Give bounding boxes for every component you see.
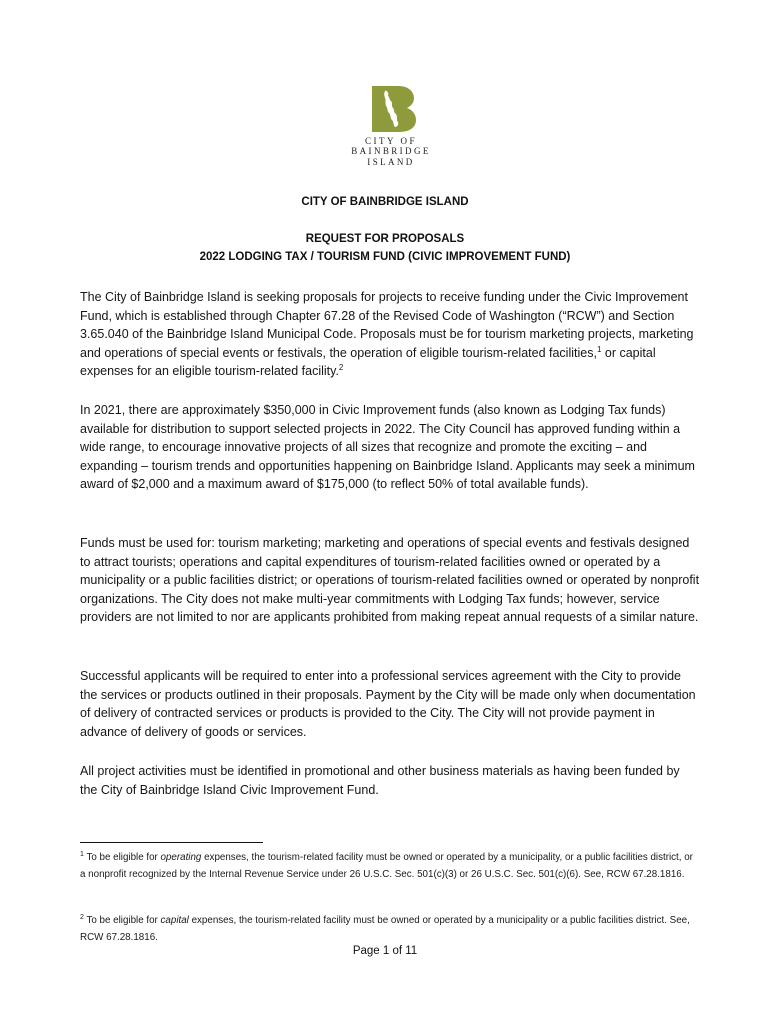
paragraph-fund-uses: Funds must be used for: tourism marketing; marketing and operations of special events and festivals designed to attract tourists; operations and capital expenditures of tourism-related facilities owned or operated by a municipality or a public facilities district; or operations of tourism-related facilities owned or operated by nonprofit organizations. The City does not make multi-year commitments with Lodging Tax funds; however, service providers are not limited to nor are applicants prohibited from making repeat annual requests of a similar nature.	[80, 536, 700, 625]
footnote-1-text-cont: expenses, the tourism-related facility must be owned or operated by a municipality, or a public facilities district, or a nonprofit recognized by the Internal Revenue Service under 26 U.S.C. Sec. 501(c)(3) or 26 U.S.C. Sec. 501(c)(6). See, RCW 67.28.1816.	[80, 852, 693, 880]
footnote-2-emphasis: capital	[160, 915, 189, 926]
city-logo	[330, 84, 452, 167]
footnote-1-number: 1	[80, 851, 84, 858]
page-number: Page 1 of 11	[352, 945, 418, 957]
footnote-2-number: 2	[80, 914, 84, 921]
footnote-2	[80, 912, 700, 946]
footnote-divider	[80, 842, 263, 843]
rfp-heading: REQUEST FOR PROPOSALS	[305, 233, 465, 245]
footnote-1-emphasis: operating	[160, 852, 202, 863]
footnote-ref-2: 2	[338, 363, 344, 373]
footnote-ref-1: 1	[596, 344, 602, 354]
paragraph-funding-amount: In 2021, there are approximately $350,000 in Civic Improvement funds (also known as Lodging Tax funds) available for distribution to support selected projects in 2022. The City Council has approved funding within a wide range, to encourage innovative projects of all sizes that recognize and promote the exciting – and expanding – tourism trends and opportunities happening on Bainbridge Island. Applicants may seek a minimum award of $2,000 and a maximum award of $175,000 (to reflect 50% of total available funds).	[80, 403, 695, 492]
footnote-2-text: To be eligible for	[83, 915, 161, 926]
footnote-1	[80, 849, 700, 883]
paragraph-attribution: All project activities must be identified in promotional and other business materials as having been funded by the City of Bainbridge Island Civic Improvement Fund.	[80, 764, 680, 797]
fund-heading: 2022 LODGING TAX / TOURISM FUND (CIVIC IMPROVEMENT FUND)	[199, 251, 571, 263]
paragraph-intro	[80, 288, 700, 381]
logo-text-city-of: CITY OF	[365, 136, 417, 146]
footnote-2-text-cont: expenses, the tourism-related facility must be owned or operated by a municipality or a public facilities district. See, RCW 67.28.1816.	[80, 915, 690, 943]
logo-text-bainbridge-island: BAINBRIDGE ISLAND	[351, 146, 431, 167]
intro-text: The City of Bainbridge Island is seeking proposals for projects to receive funding under the Civic Improvement Fund, which is established through Chapter 67.28 of the Revised Code of Washington (“RCW”) and Section 3.65.040 of the Bainbridge Island Municipal Code. Proposals must be for tourism marketing projects, marketing and operations of special events or festivals, the operation of eligible tourism-related facilities,	[80, 290, 694, 360]
intro-text-cont: or capital expenses for an eligible tourism-related facility.	[80, 345, 656, 379]
city-logo-b-mark-icon	[370, 84, 418, 134]
paragraph-agreement: Successful applicants will be required to enter into a professional services agreement with the City to provide the services or products outlined in their proposals. Payment by the City will be made only when documentation of delivery of contracted services or products is provided to the City. The City will not provide payment in advance of delivery of goods or services.	[80, 669, 696, 739]
document-title: CITY OF BAINBRIDGE ISLAND	[301, 196, 469, 208]
footnote-1-text: To be eligible for	[83, 852, 161, 863]
